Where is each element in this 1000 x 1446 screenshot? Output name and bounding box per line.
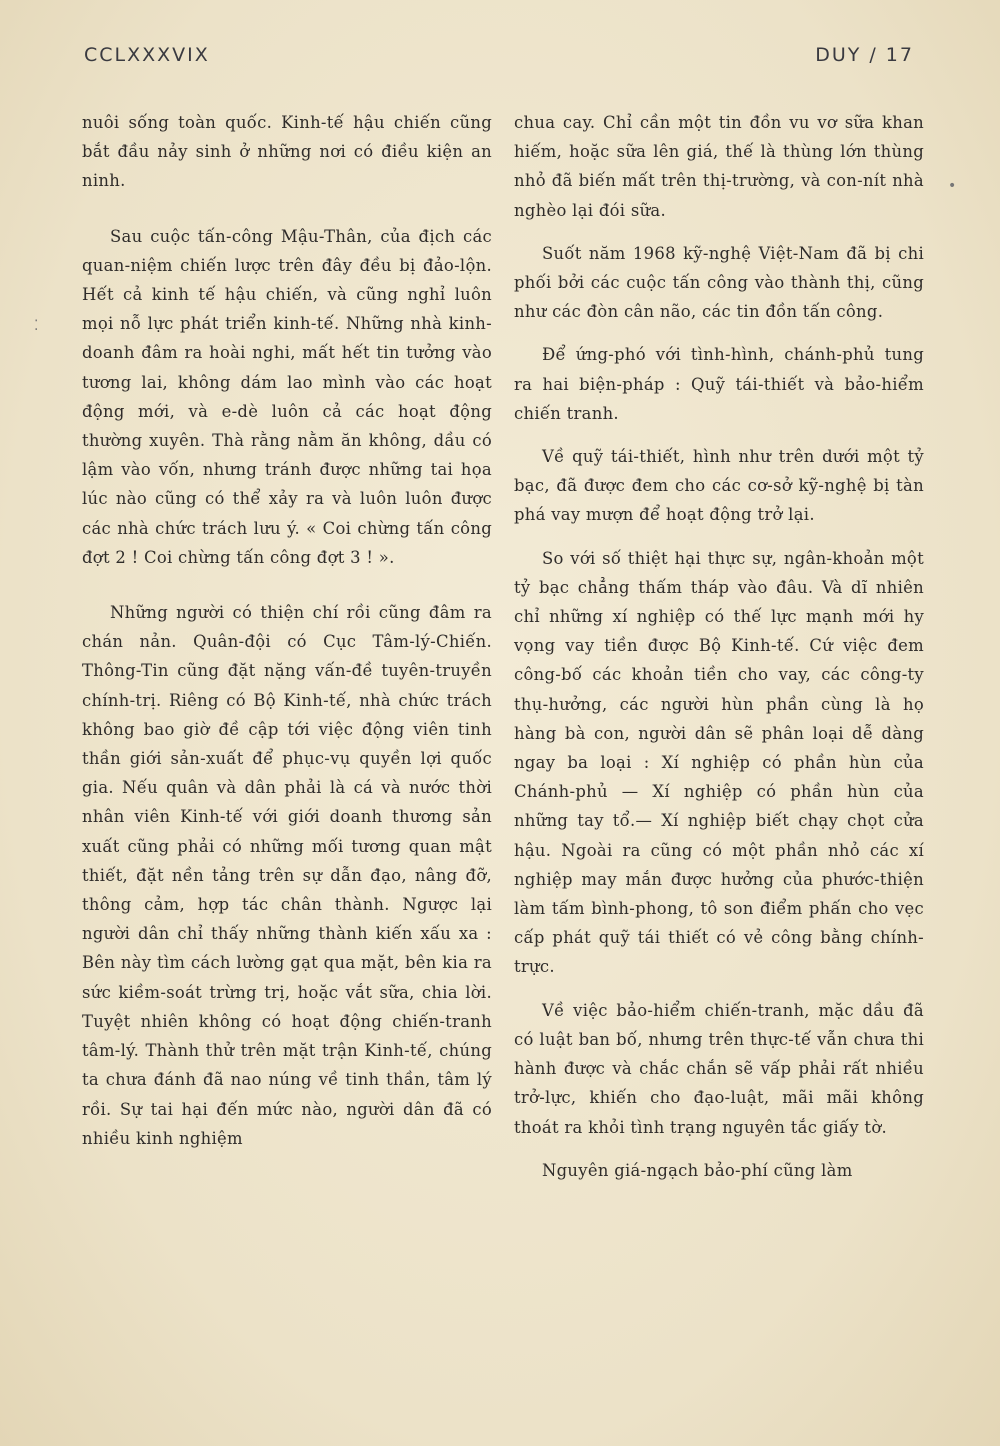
- paragraph: chua cay. Chỉ cần một tin đồn vu vơ sữa khan hiếm, hoặc sữa lên giá, thế là thùng lớn thùng nhỏ đã biến mất trên thị-trường, và con-nít nhà nghèo lại đói sữa.: [514, 113, 924, 220]
- paragraph: Về quỹ tái-thiết, hình như trên dưới một tỷ bạc, đã được đem cho các cơ-sở kỹ-nghệ bị tàn phá vay mượn để hoạt động trở lại.: [514, 447, 924, 525]
- left-text-column: [82, 108, 492, 1179]
- header-left-text: CCLXXXVIX: [84, 44, 210, 66]
- margin-dots-mark: ⁚: [34, 318, 39, 334]
- right-text-column: [514, 108, 924, 1199]
- paragraph: Suốt năm 1968 kỹ-nghệ Việt-Nam đã bị chi phối bởi các cuộc tấn công vào thành thị, cũng như các đòn cân não, các tin đồn tấn công.: [514, 243, 924, 322]
- paragraph: Sau cuộc tấn-công Mậu-Thân, của địch các quan-niệm chiến lược trên đây đều bị đảo-lộn. Hết cả kinh tế hậu chiến, và cũng nghỉ luôn mọi nỗ lực phát triển kinh-tế. Những nhà kinh-doanh đâm ra hoài nghi, mất hết tin tưởng vào tương lai, không dám lao mình vào các hoạt động mới, và e-dè luôn cả các hoạt động thường xuyên. Thà rằng nằm ăn không, dầu có lậm vào vốn, nhưng tránh được những tai họa lúc nào cũng có thể xảy ra và luôn luôn được các nhà chức trách lưu ý. « Coi chừng tấn công đợt 2 ! Coi chừng tấn công đợt 3 ! ».: [82, 226, 492, 567]
- paragraph: Để ứng-phó với tình-hình, chánh-phủ tung ra hai biện-pháp : Quỹ tái-thiết và bảo-hiểm chiến tranh.: [514, 345, 924, 423]
- paragraph: Về việc bảo-hiểm chiến-tranh, mặc dầu đã có luật ban bố, nhưng trên thực-tế vẫn chưa thi hành được và chắc chắn sẽ vấp phải rất nhiều trở-lực, khiến cho đạo-luật, mãi mãi không thoát ra khỏi tình trạng nguyên tắc giấy tờ.: [514, 1000, 924, 1137]
- paragraph: Nguyên giá-ngạch bảo-phí cũng làm: [542, 1160, 853, 1180]
- paragraph: So với số thiệt hại thực sự, ngân-khoản một tỷ bạc chẳng thấm tháp vào đâu. Và dĩ nhiên chỉ những xí nghiệp có thế lực mạnh mới hy vọng vay tiền được Bộ Kinh-tế. Cứ việc đem công-bố các khoản tiền cho vay, các công-ty thụ-hưởng, các người hùn phần cùng là họ hàng bà con, người dân sẽ phân loại dễ dàng ngay ba loại : Xí nghiệp có phần hùn của Chánh-phủ — Xí nghiệp có phần hùn của những tay tổ.— Xí nghiệp biết chạy chọt cửa hậu. Ngoài ra cũng có một phần nhỏ các xí nghiệp may mắn được hưởng của phước-thiện làm tấm bình-phong, tô son điểm phấn cho vẹc cấp phát quỹ tái thiết có vẻ công bằng chính-trực.: [514, 548, 924, 977]
- margin-dot-mark: •: [948, 178, 957, 194]
- running-header: [84, 44, 914, 74]
- paragraph: nuôi sống toàn quốc. Kinh-tế hậu chiến cũng bắt đầu nảy sinh ở những nơi có điều kiện an ninh.: [82, 113, 492, 191]
- paragraph: Những người có thiện chí rồi cũng đâm ra chán nản. Quân-đội có Cục Tâm-lý-Chiến. Thông-Tin cũng đặt nặng vấn-đề tuyên-truyền chính-trị. Riêng có Bộ Kinh-tế, nhà chức trách không bao giờ đề cập tới việc động viên tinh thần giới sản-xuất để phục-vụ quyền lợi quốc gia. Nếu quân và dân phải là cá và nước thời nhân viên Kinh-tế với giới doanh thương sản xuất cũng phải có những mối tương quan mật thiết, đặt nền tảng trên sự dẫn đạo, nâng đỡ, thông cảm, hợp tác chân thành. Ngược lại người dân chỉ thấy những thành kiến xấu xa : Bên này tìm cách lường gạt qua mặt, bên kia ra sức kiềm-soát trừng trị, hoặc vắt sữa, chia lời. Tuyệt nhiên không có hoạt động chiến-tranh tâm-lý. Thành thử trên mặt trận Kinh-tế, chúng ta chưa đánh đã nao núng về tinh thần, tâm lý rồi. Sự tai hại đến mức nào, người dân đã có nhiều kinh nghiệm: [82, 603, 492, 1148]
- header-page-number: DUY / 17: [815, 44, 914, 66]
